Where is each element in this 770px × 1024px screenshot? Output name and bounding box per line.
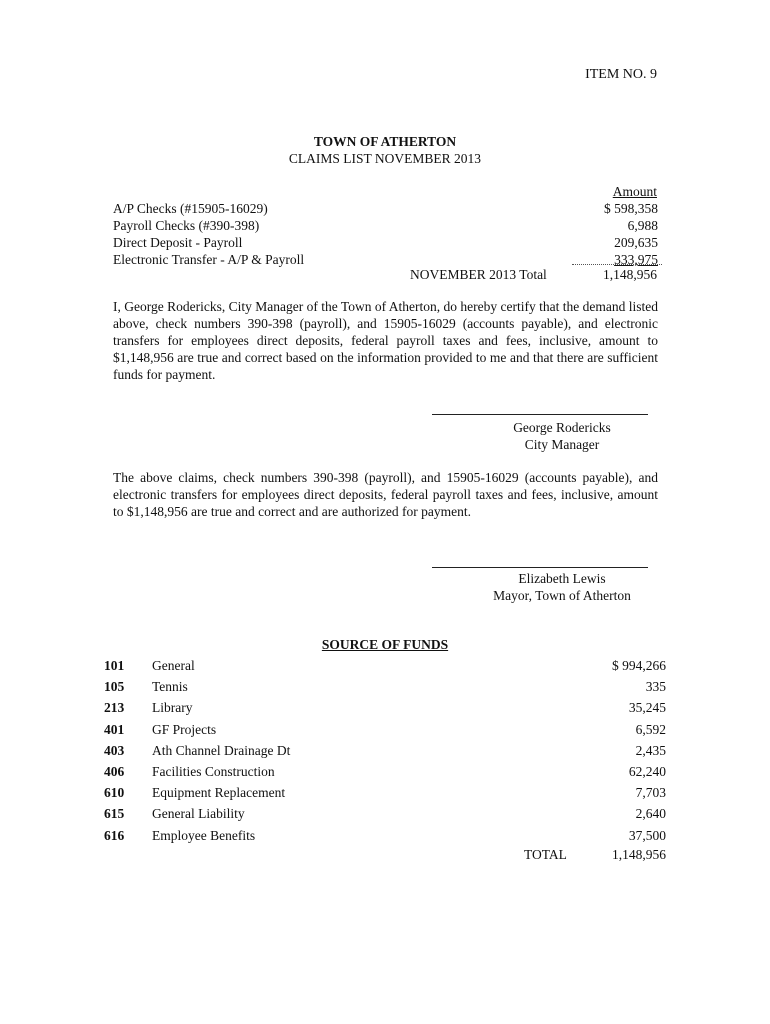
source-of-funds-title: SOURCE OF FUNDS [321,637,449,652]
claim-label: A/P Checks (#15905-16029) [113,201,268,216]
fund-name: Library [152,700,193,716]
document-subtitle: CLAIMS LIST NOVEMBER 2013 [288,151,482,166]
fund-amount: 62,240 [628,764,666,780]
fund-code: 616 [104,827,125,843]
fund-amount: 7,703 [635,785,666,801]
document-title-block [0,133,770,167]
claim-label: Payroll Checks (#390-398) [113,218,260,233]
fund-row [104,740,666,761]
claim-row [113,234,658,251]
fund-code: 105 [104,679,125,695]
claims-list [113,200,658,268]
claims-total-value: 1,148,956 [603,267,657,282]
fund-amount: 2,435 [635,742,666,758]
funds-total-label: TOTAL [524,847,567,862]
fund-amount: 2,640 [635,806,666,822]
item-number: ITEM NO. 9 [585,67,657,82]
signature-line-mayor [432,567,648,568]
document-title: TOWN OF ATHERTON [313,134,457,149]
claim-row [113,251,658,268]
fund-amount: 6,592 [635,721,666,737]
fund-name: General Liability [152,806,245,822]
fund-code: 615 [104,806,125,822]
signer-title: City Manager [524,437,600,452]
signature-line-city-manager [432,414,648,415]
fund-row [104,719,666,740]
fund-row [104,676,666,697]
claim-amount: 333,975 [614,252,658,267]
source-of-funds-table [104,655,666,846]
claim-amount: 6,988 [627,218,658,233]
amount-column-header: Amount [612,184,657,199]
total-divider [572,264,662,265]
authorization-paragraph: The above claims, check numbers 390-398 (payroll), and 15905-16029 (accounts payable), and electronic transfers for employees direct deposits, federal payroll taxes and fees, inclusive, amount to $1,148,956 are true and correct and are authorized for payment. [113,470,658,519]
fund-amount: 35,245 [628,700,666,716]
fund-name: GF Projects [152,721,217,737]
fund-name: Employee Benefits [152,827,256,843]
fund-name: Facilities Construction [152,764,275,780]
fund-code: 213 [104,700,125,716]
claim-row [113,217,658,234]
signature-block-city-manager [432,419,692,453]
claim-amount: $ 598,358 [604,201,658,216]
signature-block-mayor [432,570,692,604]
fund-row [104,782,666,803]
fund-row [104,697,666,718]
signer-name: George Rodericks [513,420,611,435]
fund-amount: 37,500 [628,827,666,843]
fund-name: Ath Channel Drainage Dt [152,742,291,758]
funds-total-value: 1,148,956 [612,847,666,862]
fund-code: 101 [104,658,125,674]
fund-row [104,655,666,676]
fund-code: 406 [104,764,125,780]
fund-code: 403 [104,742,125,758]
fund-name: Equipment Replacement [152,785,286,801]
claim-row [113,200,658,217]
fund-name: Tennis [152,679,188,695]
fund-name: General [152,658,195,674]
fund-row [104,803,666,824]
fund-code: 401 [104,721,125,737]
claim-amount: 209,635 [614,235,658,250]
fund-code: 610 [104,785,125,801]
fund-amount: 335 [645,679,666,695]
signer-title: Mayor, Town of Atherton [493,588,631,603]
claims-total-label: NOVEMBER 2013 Total [410,267,547,282]
fund-amount: $ 994,266 [612,658,666,674]
claim-label: Electronic Transfer - A/P & Payroll [113,252,305,267]
claim-label: Direct Deposit - Payroll [113,235,243,250]
fund-row [104,825,666,846]
certification-paragraph: I, George Rodericks, City Manager of the Town of Atherton, do hereby certify that the demand listed above, check numbers 390-398 (payroll), and 15905-16029 (accounts payable), and electronic transfers for employees direct deposits, federal payroll taxes and fees, inclusive, amount to $1,148,956 are true and correct based on the information provided to me and that there are sufficient funds for payment. [113,299,658,382]
fund-row [104,761,666,782]
signer-name: Elizabeth Lewis [518,571,606,586]
